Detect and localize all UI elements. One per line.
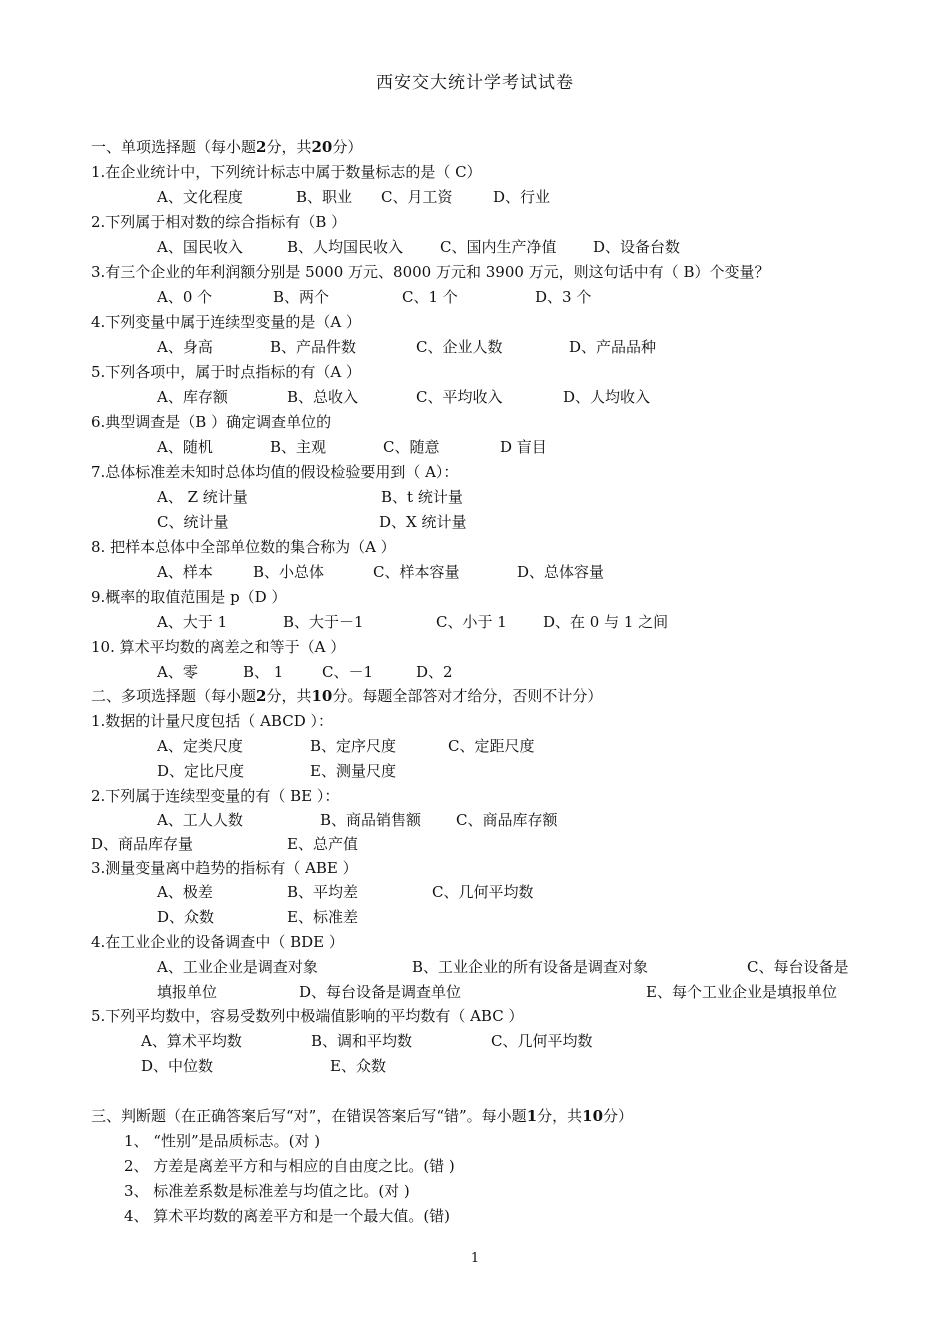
q8-option-a: A、样本 [157,563,213,581]
q6-stem: 6.典型调查是（B ）确定调查单位的 [91,413,332,431]
q5-option-a: A、库存额 [157,388,228,406]
m5-stem: 5.下列平均数中，容易受数列中极端值影响的平均数有（ ABC ） [91,1007,524,1025]
q4-stem: 4.下列变量中属于连续型变量的是（A ） [91,313,361,331]
q7-option-a: A、 Z 统计量 [157,488,248,506]
m1-option-b: B、定序尺度 [310,737,397,755]
q9-option-d: D、在 0 与 1 之间 [543,613,669,631]
q10-option-d: D、2 [416,663,453,681]
section-1-heading [91,137,362,157]
s3-text-e: 分） [603,1107,634,1125]
q10-option-a: A、零 [157,663,198,681]
q8-option-d: D、总体容量 [517,563,605,581]
q8-option-c: C、样本容量 [373,563,460,581]
q3-option-a: A、0 个 [157,288,213,306]
q6-option-a: A、随机 [157,438,213,456]
m4-stem: 4.在工业企业的设备调查中（ BDE ） [91,933,344,951]
q1-option-c: C、月工资 [381,188,453,206]
q5-option-b: B、总收入 [287,388,359,406]
judge-item-4: 4、 算术平均数的离差平方和是一个最大值。(错) [124,1207,451,1225]
m5-option-d: D、中位数 [141,1057,214,1075]
m2-option-d: D、商品库存量 [91,835,194,853]
m5-option-b: B、调和平均数 [311,1032,413,1050]
section-3-heading [91,1106,633,1126]
q8-stem: 8. 把样本总体中全部单位数的集合称为（A ） [91,538,396,556]
q1-option-d: D、行业 [493,188,551,206]
q9-option-b: B、大于－1 [283,613,364,631]
page-title: 西安交大统计学考试试卷 [376,73,574,93]
s2-text-a: 二、多项选择题（每小题 [91,687,257,705]
q9-option-a: A、大于 1 [157,613,228,631]
q2-option-c: C、国内生产净值 [440,238,557,256]
q5-option-d: D、人均收入 [563,388,651,406]
s2-text-e: 分。每题全部答对才给分，否则不计分） [332,687,603,705]
m4-option-e: E、每个工业企业是填报单位 [646,983,837,1001]
s1-points: 2 [256,138,267,156]
q3-option-c: C、1 个 [402,288,458,306]
m1-option-d: D、定比尺度 [157,762,245,780]
m2-option-c: C、商品库存额 [456,811,558,829]
s3-text-a: 三、判断题（在正确答案后写“对”，在错误答案后写“错”。每小题 [91,1107,527,1125]
q9-stem: 9.概率的取值范围是 p（D ） [91,588,287,606]
s3-points: 1 [526,1107,538,1125]
m5-option-c: C、几何平均数 [491,1032,593,1050]
m1-stem: 1.数据的计量尺度包括（ ABCD ）： [91,712,333,730]
judge-item-2: 2、 方差是离差平方和与相应的自由度之比。(错 ) [124,1157,455,1175]
q1-option-b: B、职业 [296,188,353,206]
s2-text-c: 分，共 [266,687,312,705]
m3-stem: 3.测量变量离中趋势的指标有（ ABE ） [91,859,358,877]
m4-option-b: B、工业企业的所有设备是调查对象 [412,958,649,976]
s3-text-c: 分，共 [537,1107,583,1125]
m5-option-e: E、众数 [330,1057,386,1075]
m4-option-a: A、工业企业是调查对象 [157,958,318,976]
m3-option-b: B、平均差 [287,883,359,901]
m3-option-c: C、几何平均数 [432,883,534,901]
m2-option-b: B、商品销售额 [320,811,422,829]
m4-option-c-cont: 填报单位 [157,983,218,1001]
q1-stem: 1.在企业统计中，下列统计标志中属于数量标志的是（ C） [91,163,482,181]
m1-option-e: E、测量尺度 [310,762,396,780]
m2-stem: 2.下列属于连续型变量的有（ BE ）： [91,787,340,805]
s1-text-e: 分） [332,138,363,156]
q3-option-b: B、两个 [273,288,330,306]
m3-option-a: A、极差 [157,883,213,901]
q5-option-c: C、平均收入 [416,388,503,406]
judge-item-1: 1、 “性别”是品质标志。(对 ) [124,1132,321,1150]
q10-stem: 10. 算术平均数的离差之和等于（A ） [91,638,346,656]
q7-option-c: C、统计量 [157,513,229,531]
q7-option-d: D、X 统计量 [379,513,467,531]
q3-option-d: D、3 个 [535,288,592,306]
m4-option-c: C、每台设备是 [747,958,849,976]
s2-total: 10 [311,687,333,705]
q1-option-a: A、文化程度 [157,188,243,206]
q6-option-d: D 盲目 [500,438,547,456]
s1-total: 20 [311,138,333,156]
m4-option-d: D、每台设备是调查单位 [299,983,462,1001]
q5-stem: 5.下列各项中，属于时点指标的有（A ） [91,363,361,381]
q9-option-c: C、小于 1 [436,613,507,631]
section-2-heading [91,686,602,706]
m1-option-c: C、定距尺度 [448,737,535,755]
q8-option-b: B、小总体 [253,563,325,581]
page-number: 1 [470,1251,480,1266]
q2-option-b: B、人均国民收入 [287,238,404,256]
m2-option-e: E、总产值 [287,835,358,853]
m5-option-a: A、算术平均数 [141,1032,242,1050]
q4-option-c: C、企业人数 [416,338,503,356]
q2-stem: 2.下列属于相对数的综合指标有（B ） [91,213,347,231]
judge-item-3: 3、 标准差系数是标准差与均值之比。(对 ) [124,1182,410,1200]
s1-text-a: 一、单项选择题（每小题 [91,138,257,156]
s1-text-c: 分，共 [266,138,312,156]
q3-stem: 3.有三个企业的年利润额分别是 5000 万元、8000 万元和 3900 万元，则这句话中有（ B）个变量？ [91,263,770,281]
s3-total: 10 [582,1107,604,1125]
q10-option-b: B、 1 [243,663,284,681]
s2-points: 2 [256,687,267,705]
q6-option-b: B、主观 [270,438,327,456]
q2-option-d: D、设备台数 [593,238,681,256]
q2-option-a: A、国民收入 [157,238,243,256]
m1-option-a: A、定类尺度 [157,737,243,755]
q4-option-d: D、产品品种 [569,338,657,356]
q6-option-c: C、随意 [383,438,440,456]
q10-option-c: C、－1 [322,663,374,681]
q4-option-a: A、身高 [157,338,213,356]
m3-option-d: D、众数 [157,908,215,926]
q4-option-b: B、产品件数 [270,338,357,356]
q7-stem: 7.总体标准差未知时总体均值的假设检验要用到（ A）： [91,463,459,481]
m3-option-e: E、标准差 [287,908,358,926]
q7-option-b: B、t 统计量 [381,488,463,506]
m2-option-a: A、工人人数 [157,811,243,829]
